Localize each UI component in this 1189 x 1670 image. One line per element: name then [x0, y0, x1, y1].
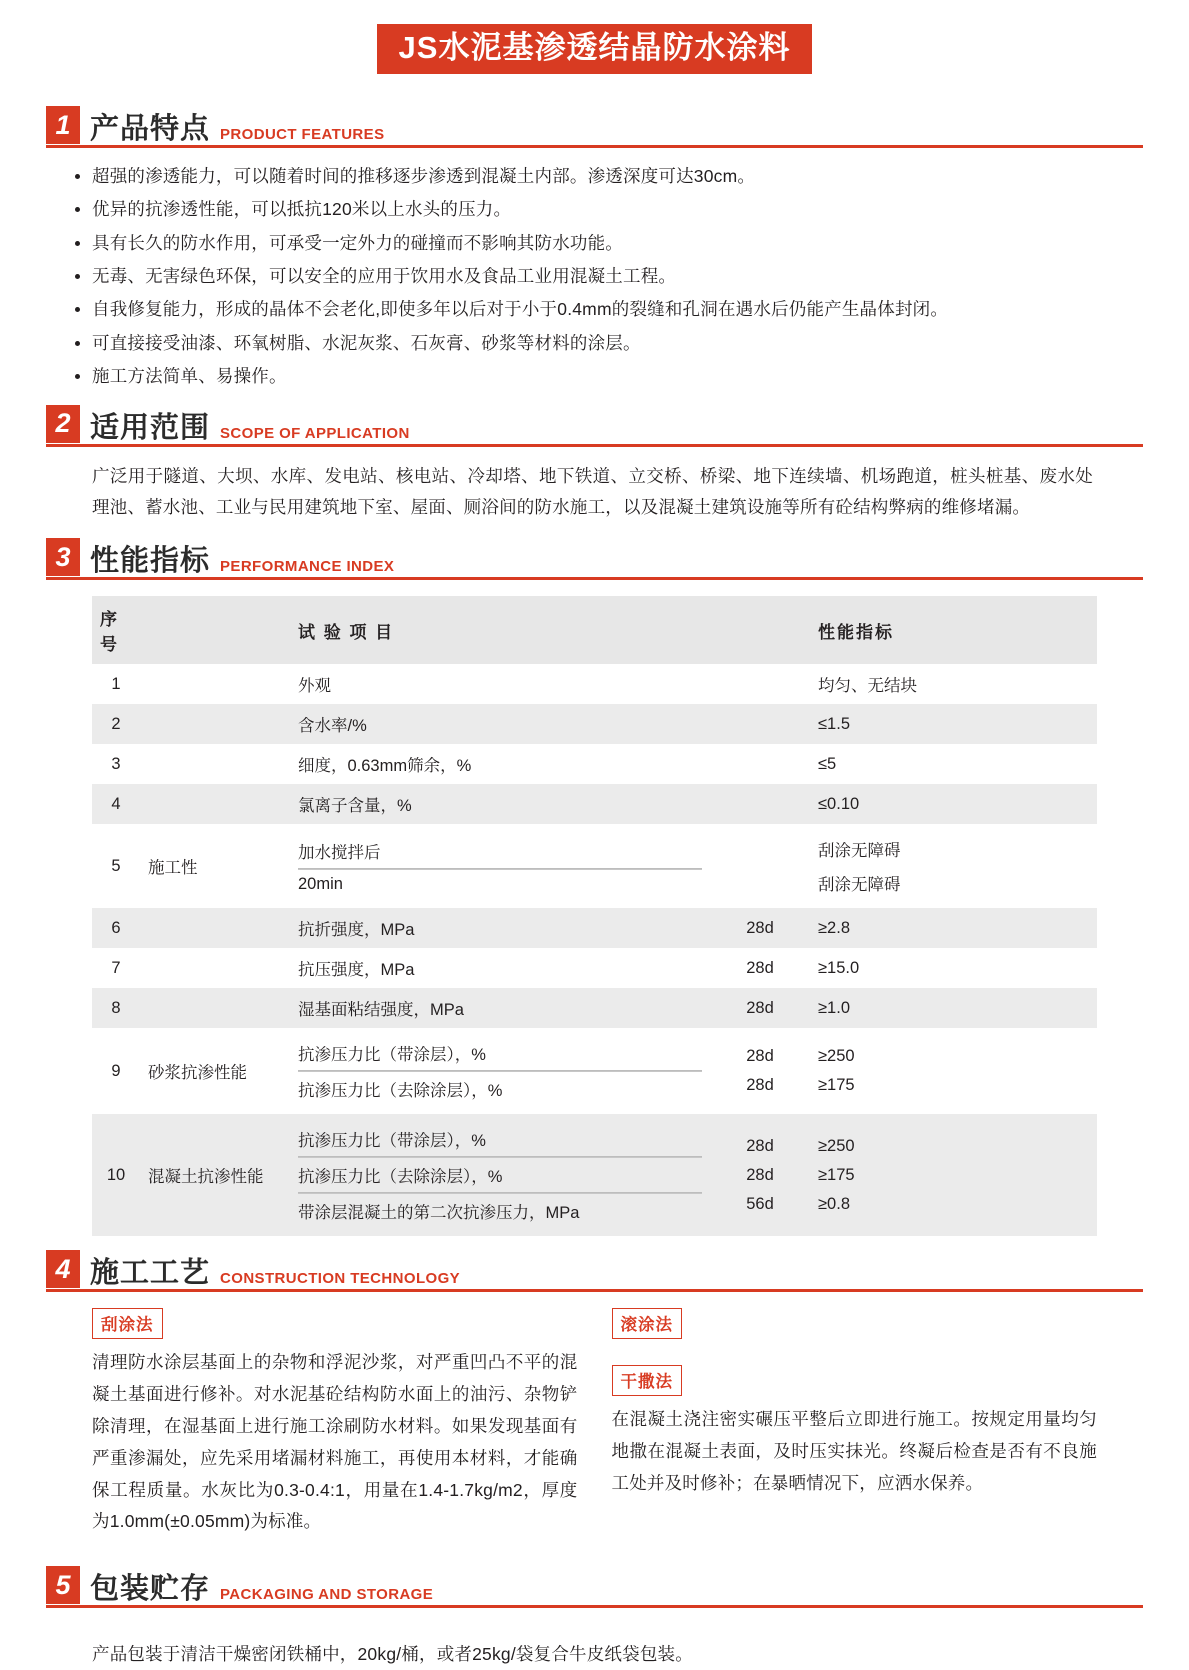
cell-group [140, 744, 290, 784]
cell-item: 抗渗压力比（去除涂层），% [298, 1157, 702, 1193]
cell-item: 加水搅拌后 [298, 834, 702, 869]
table-row [92, 1028, 1097, 1114]
section-header-construction [46, 1250, 1143, 1292]
scope-paragraph: 广泛用于隧道、大坝、水库、发电站、核电站、冷却塔、地下铁道、立交桥、桥梁、地下连续墙、机场跑道，桩头桩基、废水处理池、蓄水池、工业与民用建筑地下室、屋面、厕浴间的防水施工，以及混凝土建筑设施等所有砼结构弊病的维修堵漏。 [92, 465, 1093, 518]
table-row [92, 824, 1097, 908]
section-number: 5 [46, 1566, 80, 1604]
method-tag-rolling: 滚涂法 [612, 1308, 683, 1339]
section-number: 3 [46, 538, 80, 576]
cell-value: ≥250 [818, 1047, 855, 1066]
product-features-list [46, 162, 1143, 390]
section-title-en: PERFORMANCE INDEX [220, 558, 395, 576]
construction-column-left [92, 1308, 578, 1552]
cell-value-group [810, 824, 1097, 908]
cell-item-group [290, 1028, 710, 1114]
section-title-cn: 适用范围 [90, 411, 211, 444]
cell-age-group [710, 824, 810, 908]
list-item: 具有长久的防水作用，可承受一定外力的碰撞而不影响其防水功能。 [92, 229, 1143, 257]
cell-value: ≤5 [810, 744, 1097, 784]
page-title: JS水泥基渗透结晶防水涂料 [377, 24, 813, 74]
cell-group [140, 784, 290, 824]
cell-age: 28d [710, 908, 810, 948]
cell-group: 砂浆抗渗性能 [140, 1028, 290, 1114]
cell-value: ≥175 [818, 1165, 855, 1184]
construction-columns [46, 1292, 1143, 1552]
cell-item: 抗渗压力比（带涂层），% [298, 1122, 702, 1157]
list-item: 施工方法简单、易操作。 [92, 362, 1143, 390]
col-header-item: 试 验 项 目 [290, 596, 710, 664]
cell-item: 湿基面粘结强度，MPa [290, 988, 710, 1028]
cell-item: 抗渗压力比（去除涂层），% [298, 1071, 702, 1106]
cell-item: 抗折强度，MPa [290, 908, 710, 948]
construction-column-right [612, 1308, 1098, 1552]
cell-age: 28d [746, 1076, 774, 1095]
cell-item: 抗压强度，MPa [290, 948, 710, 988]
col-header-value: 性能指标 [810, 596, 1097, 664]
cell-no: 3 [92, 744, 140, 784]
cell-age [718, 866, 802, 876]
cell-item: 外观 [290, 664, 710, 704]
section-header-scope [46, 405, 1143, 447]
list-item: 可直接接受油漆、环氧树脂、水泥灰浆、石灰膏、砂浆等材料的涂层。 [92, 329, 1143, 357]
section-title-en: SCOPE OF APPLICATION [220, 424, 410, 442]
cell-value: ≥1.0 [810, 988, 1097, 1028]
section-number: 4 [46, 1250, 80, 1288]
cell-item-group [290, 824, 710, 908]
cell-value: 刮涂无障碍 [818, 876, 901, 895]
packaging-paragraph: 产品包装于清洁干燥密闭铁桶中，20kg/桶，或者25kg/袋复合牛皮纸袋包装。 [92, 1643, 693, 1664]
table-row [92, 664, 1097, 704]
cell-item-group [290, 1114, 710, 1236]
cell-item: 20min [298, 869, 702, 899]
section-title-cn: 产品特点 [90, 113, 211, 146]
cell-group [140, 948, 290, 988]
cell-no: 4 [92, 784, 140, 824]
table-header-row [92, 596, 1097, 664]
cell-value: 均匀、无结块 [810, 664, 1097, 704]
method-text-scraping: 清理防水涂层基面上的杂物和浮泥沙浆，对严重凹凸不平的混凝土基面进行修补。对水泥基砼结构防水面上的油污、杂物铲除清理，在湿基面上进行施工涂刷防水材料。如果发现基面有严重渗漏处，应先采用堵漏材料施工，再使用本材料，才能确保工程质量。水灰比为0.3-0.4:1，用量在1.4-1.7kg/m2，厚度为1.0mm(±0.05mm)为标准。 [92, 1352, 578, 1532]
method-tag-dry-spread: 干撒法 [612, 1365, 683, 1396]
section-number: 1 [46, 106, 80, 144]
cell-group: 混凝土抗渗性能 [140, 1114, 290, 1236]
cell-item: 抗渗压力比（带涂层），% [298, 1036, 702, 1071]
cell-item: 带涂层混凝土的第二次抗渗压力，MPa [298, 1193, 702, 1228]
section-title-cn: 施工工艺 [90, 1257, 211, 1290]
cell-age: 56d [746, 1194, 774, 1213]
performance-table-wrapper [46, 580, 1143, 1236]
cell-age [710, 704, 810, 744]
list-item: 自我修复能力，形成的晶体不会老化,即使多年以后对于小于0.4mm的裂缝和孔洞在遇水后仍能产生晶体封闭。 [92, 295, 1143, 323]
cell-item: 含水率/% [290, 704, 710, 744]
col-header-no: 序号 [92, 596, 140, 664]
cell-age: 28d [746, 1136, 774, 1155]
cell-no: 1 [92, 664, 140, 704]
cell-value-group [810, 1114, 1097, 1236]
cell-age [718, 856, 802, 866]
section-title-en: CONSTRUCTION TECHNOLOGY [220, 1270, 461, 1288]
section-title-en: PACKAGING AND STORAGE [220, 1586, 434, 1604]
cell-age: 28d [710, 948, 810, 988]
cell-item: 氯离子含量，% [290, 784, 710, 824]
cell-value: ≥15.0 [810, 948, 1097, 988]
cell-value: 刮涂无障碍 [818, 842, 901, 861]
cell-value: ≥250 [818, 1136, 855, 1155]
cell-no: 7 [92, 948, 140, 988]
cell-value: ≥2.8 [810, 908, 1097, 948]
cell-age: 28d [746, 1165, 774, 1184]
title-banner [46, 0, 1143, 92]
list-item: 无毒、无害绿色环保，可以安全的应用于饮用水及食品工业用混凝土工程。 [92, 262, 1143, 290]
method-text-dry-spread: 在混凝土浇注密实碾压平整后立即进行施工。按规定用量均匀地撒在混凝土表面，及时压实抹光。终凝后检查是否有不良施工处并及时修补；在暴晒情况下，应洒水保养。 [611, 1409, 1097, 1493]
table-row [92, 908, 1097, 948]
cell-no: 9 [92, 1028, 140, 1114]
cell-value: ≥0.8 [818, 1194, 850, 1213]
table-row [92, 948, 1097, 988]
cell-age-group [710, 1028, 810, 1114]
cell-age: 28d [710, 988, 810, 1028]
cell-no: 5 [92, 824, 140, 908]
cell-no: 8 [92, 988, 140, 1028]
cell-no: 10 [92, 1114, 140, 1236]
cell-age: 28d [746, 1047, 774, 1066]
table-row [92, 784, 1097, 824]
section-header-packaging [46, 1566, 1143, 1608]
section-header-product-features [46, 106, 1143, 148]
cell-no: 6 [92, 908, 140, 948]
cell-item: 细度，0.63mm筛余，% [290, 744, 710, 784]
table-row [92, 1114, 1097, 1236]
cell-value: ≥175 [818, 1076, 855, 1095]
section-title-en: PRODUCT FEATURES [220, 126, 385, 144]
table-row [92, 744, 1097, 784]
section-number: 2 [46, 405, 80, 443]
cell-group [140, 664, 290, 704]
section-title-cn: 包装贮存 [90, 1573, 211, 1606]
cell-age [710, 664, 810, 704]
table-row [92, 704, 1097, 744]
cell-no: 2 [92, 704, 140, 744]
cell-group [140, 908, 290, 948]
section-title-cn: 性能指标 [90, 545, 211, 578]
col-header-age [710, 596, 810, 664]
cell-group [140, 704, 290, 744]
cell-age [710, 744, 810, 784]
cell-value-group [810, 1028, 1097, 1114]
cell-age [710, 784, 810, 824]
cell-value: ≤1.5 [810, 704, 1097, 744]
list-item: 超强的渗透能力，可以随着时间的推移逐步渗透到混凝土内部。渗透深度可达30cm。 [92, 162, 1143, 190]
cell-value: ≤0.10 [810, 784, 1097, 824]
cell-age-group [710, 1114, 810, 1236]
col-header-group [140, 596, 290, 664]
method-tag-scraping: 刮涂法 [92, 1308, 163, 1339]
performance-index-table [92, 596, 1097, 1236]
cell-group [140, 988, 290, 1028]
table-row [92, 988, 1097, 1028]
cell-group: 施工性 [140, 824, 290, 908]
section-header-performance [46, 538, 1143, 580]
list-item: 优异的抗渗透性能，可以抵抗120米以上水头的压力。 [92, 195, 1143, 223]
